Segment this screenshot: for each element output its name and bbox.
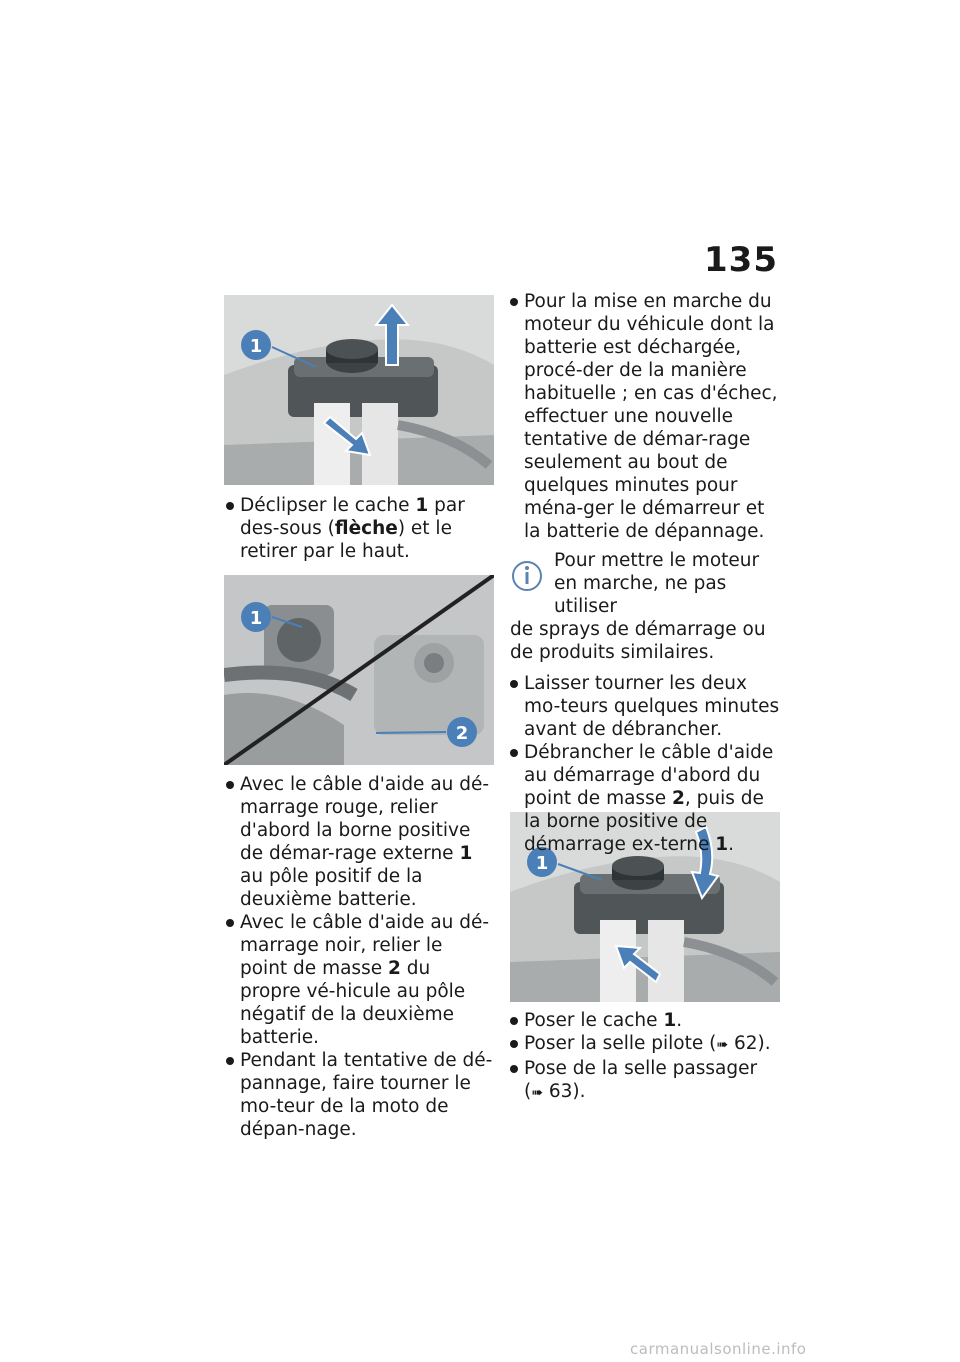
note-text-first: Pour mettre le moteur en marche, ne pas utiliser bbox=[554, 550, 760, 617]
step-disconnect: Débrancher le câble d'aide au démarrage d'abord du point de masse 2, puis de la borne positive de démarrage ex-terne 1. bbox=[524, 742, 774, 855]
step-connect-positive: Avec le câble d'aide au dé-marrage rouge, relier d'abord la borne positive de démar-rage externe 1 au pôle positif de la deuxième batterie. bbox=[240, 774, 490, 910]
figure-jump-cables bbox=[224, 575, 494, 765]
callout-1-label: 1 bbox=[535, 853, 549, 874]
page-number: 135 bbox=[704, 240, 778, 280]
callout-2-label: 2 bbox=[455, 723, 469, 744]
left-column-top bbox=[226, 494, 494, 563]
page-reference[interactable]: 63 bbox=[542, 1081, 573, 1102]
step-connect-ground: Avec le câble d'aide au dé-marrage noir, relier le point de masse 2 du propre vé-hicule au pôle négatif de la deuxième batterie. bbox=[240, 912, 490, 1048]
step-run-donor-engine: Pendant la tentative de dé-pannage, faire tourner le mo-teur de la moto de dépan-nage. bbox=[240, 1050, 493, 1140]
callout-1-label: 1 bbox=[249, 608, 263, 629]
figure-remove-cover bbox=[224, 295, 494, 485]
info-note bbox=[510, 549, 780, 664]
bullet-icon bbox=[226, 919, 234, 927]
list-item bbox=[510, 1032, 780, 1057]
list-item bbox=[510, 290, 780, 543]
left-column-bottom bbox=[226, 773, 494, 1141]
list-item bbox=[226, 911, 494, 1049]
page-reference-arrow-icon: ➠ bbox=[716, 1037, 729, 1053]
step-install-rider-seat: Poser la selle pilote (➠ 62). bbox=[524, 1033, 771, 1054]
callout-1-label: 1 bbox=[249, 336, 263, 357]
step-install-cover: Poser le cache 1. bbox=[524, 1010, 683, 1031]
step-run-both-engines: Laisser tourner les deux mo-teurs quelques minutes avant de débrancher. bbox=[524, 673, 780, 740]
list-item bbox=[226, 494, 494, 563]
figure-jump-cables-illustration bbox=[224, 575, 494, 765]
list-item bbox=[510, 1009, 780, 1032]
list-item bbox=[510, 672, 780, 741]
bullet-icon bbox=[510, 680, 518, 688]
bullet-icon bbox=[510, 1017, 518, 1025]
bullet-icon bbox=[226, 1057, 234, 1065]
bullet-icon bbox=[510, 749, 518, 757]
step-start-engine: Pour la mise en marche du moteur du véhicule dont la batterie est déchargée, procé-der de la manière habituelle ; en cas d'échec, effectuer une nouvelle tentative de démar-rage seulement au bout de quelques minutes pour ména-ger le démarreur et la batterie de dépannage. bbox=[524, 291, 778, 542]
page-reference[interactable]: 62 bbox=[728, 1033, 758, 1054]
right-column-bottom bbox=[510, 1009, 780, 1105]
page-reference-arrow-icon: ➠ bbox=[531, 1085, 543, 1101]
list-item bbox=[510, 741, 780, 856]
info-icon bbox=[510, 555, 548, 593]
right-column-top bbox=[510, 290, 780, 856]
bullet-icon bbox=[510, 1065, 518, 1073]
list-item bbox=[226, 773, 494, 911]
step-install-passenger-seat: Pose de la selle passager (➠ 63). bbox=[524, 1058, 758, 1102]
bullet-icon bbox=[226, 502, 234, 510]
step-remove-cover: Déclipser le cache 1 par des-sous (flèche) et le retirer par le haut. bbox=[240, 495, 465, 562]
bullet-icon bbox=[226, 781, 234, 789]
bullet-icon bbox=[510, 1040, 518, 1048]
list-item bbox=[510, 1057, 780, 1105]
list-item bbox=[226, 1049, 494, 1141]
figure-remove-cover-illustration bbox=[224, 295, 494, 485]
bullet-icon bbox=[510, 298, 518, 306]
footer-watermark: carmanualsonline.info bbox=[630, 1340, 807, 1358]
note-text-rest: de sprays de démarrage ou de produits similaires. bbox=[510, 619, 766, 663]
